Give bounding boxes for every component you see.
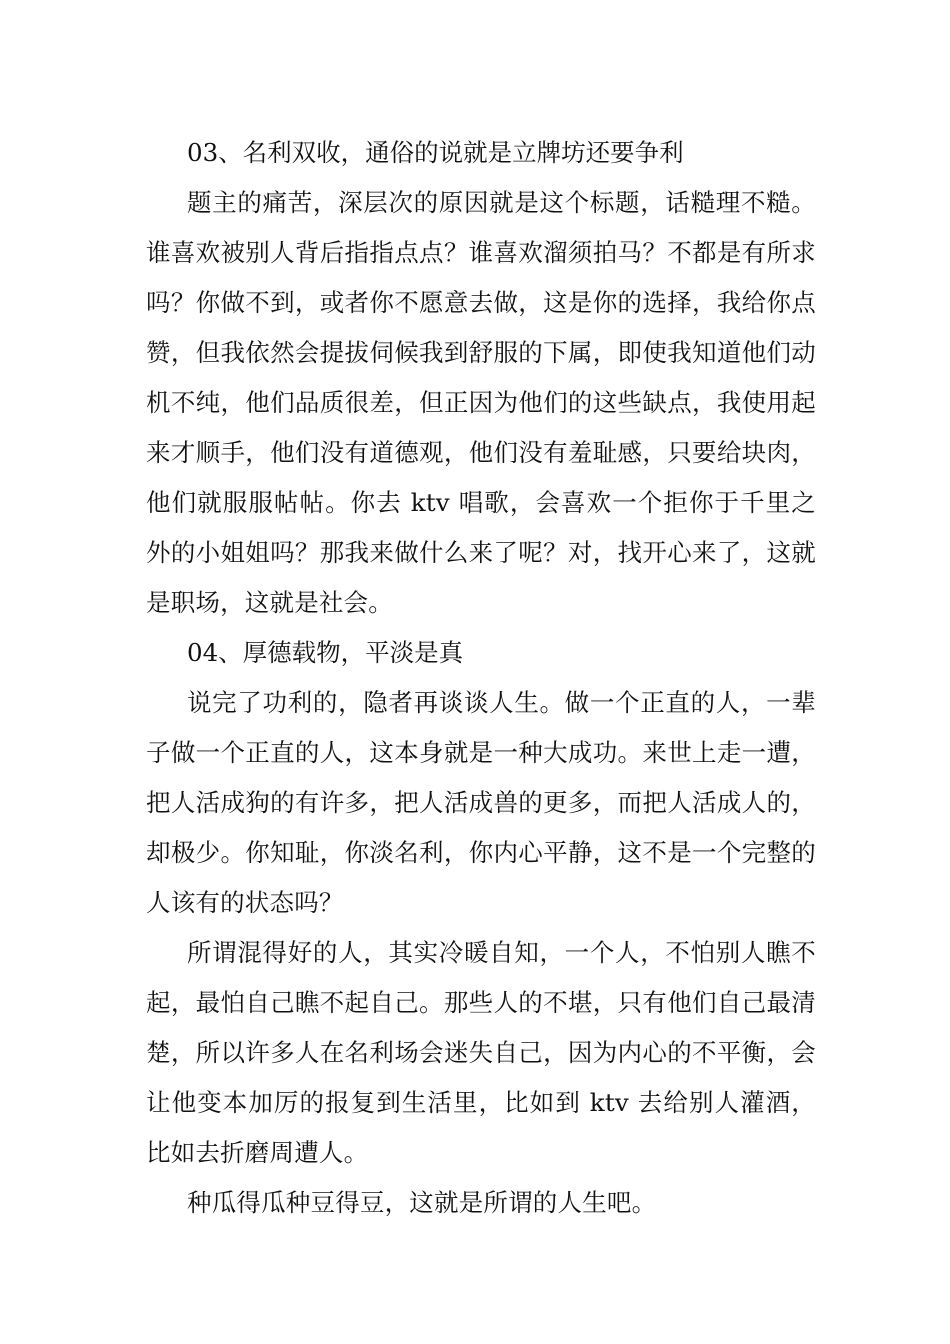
section-heading-03: 03、名利双收，通俗的说就是立牌坊还要争利	[187, 138, 684, 167]
document-body	[146, 128, 816, 1228]
paragraph: 所谓混得好的人，其实冷暖自知，一个人，不怕别人瞧不起，最怕自己瞧不起自己。那些人的不堪，只有他们自己最清楚，所以许多人在名利场会迷失自己，因为内心的不平衡，会让他变本加厉的报复到生活里，比如到 ktv 去给别人灌酒，比如去折磨周遭人。	[146, 938, 816, 1167]
section-heading-04: 04、厚德载物，平淡是真	[187, 638, 464, 667]
paragraph: 种瓜得瓜种豆得豆，这就是所谓的人生吧。	[187, 1188, 657, 1217]
paragraph: 题主的痛苦，深层次的原因就是这个标题，话糙理不糙。谁喜欢被别人背后指指点点？谁喜欢溜须拍马？不都是有所求吗？你做不到，或者你不愿意去做，这是你的选择，我给你点赞，但我依然会提拔伺候我到舒服的下属，即使我知道他们动机不纯，他们品质很差，但正因为他们的这些缺点，我使用起来才顺手，他们没有道德观，他们没有羞耻感，只要给块肉，他们就服服帖帖。你去 ktv 唱歌，会喜欢一个拒你于千里之外的小姐姐吗？那我来做什么来了呢？对，找开心来了，这就是职场，这就是社会。	[146, 188, 816, 617]
paragraph: 说完了功利的，隐者再谈谈人生。做一个正直的人，一辈子做一个正直的人，这本身就是一种大成功。来世上走一遭，把人活成狗的有许多，把人活成兽的更多，而把人活成人的，却极少。你知耻，你淡名利，你内心平静，这不是一个完整的人该有的状态吗？	[146, 688, 816, 917]
